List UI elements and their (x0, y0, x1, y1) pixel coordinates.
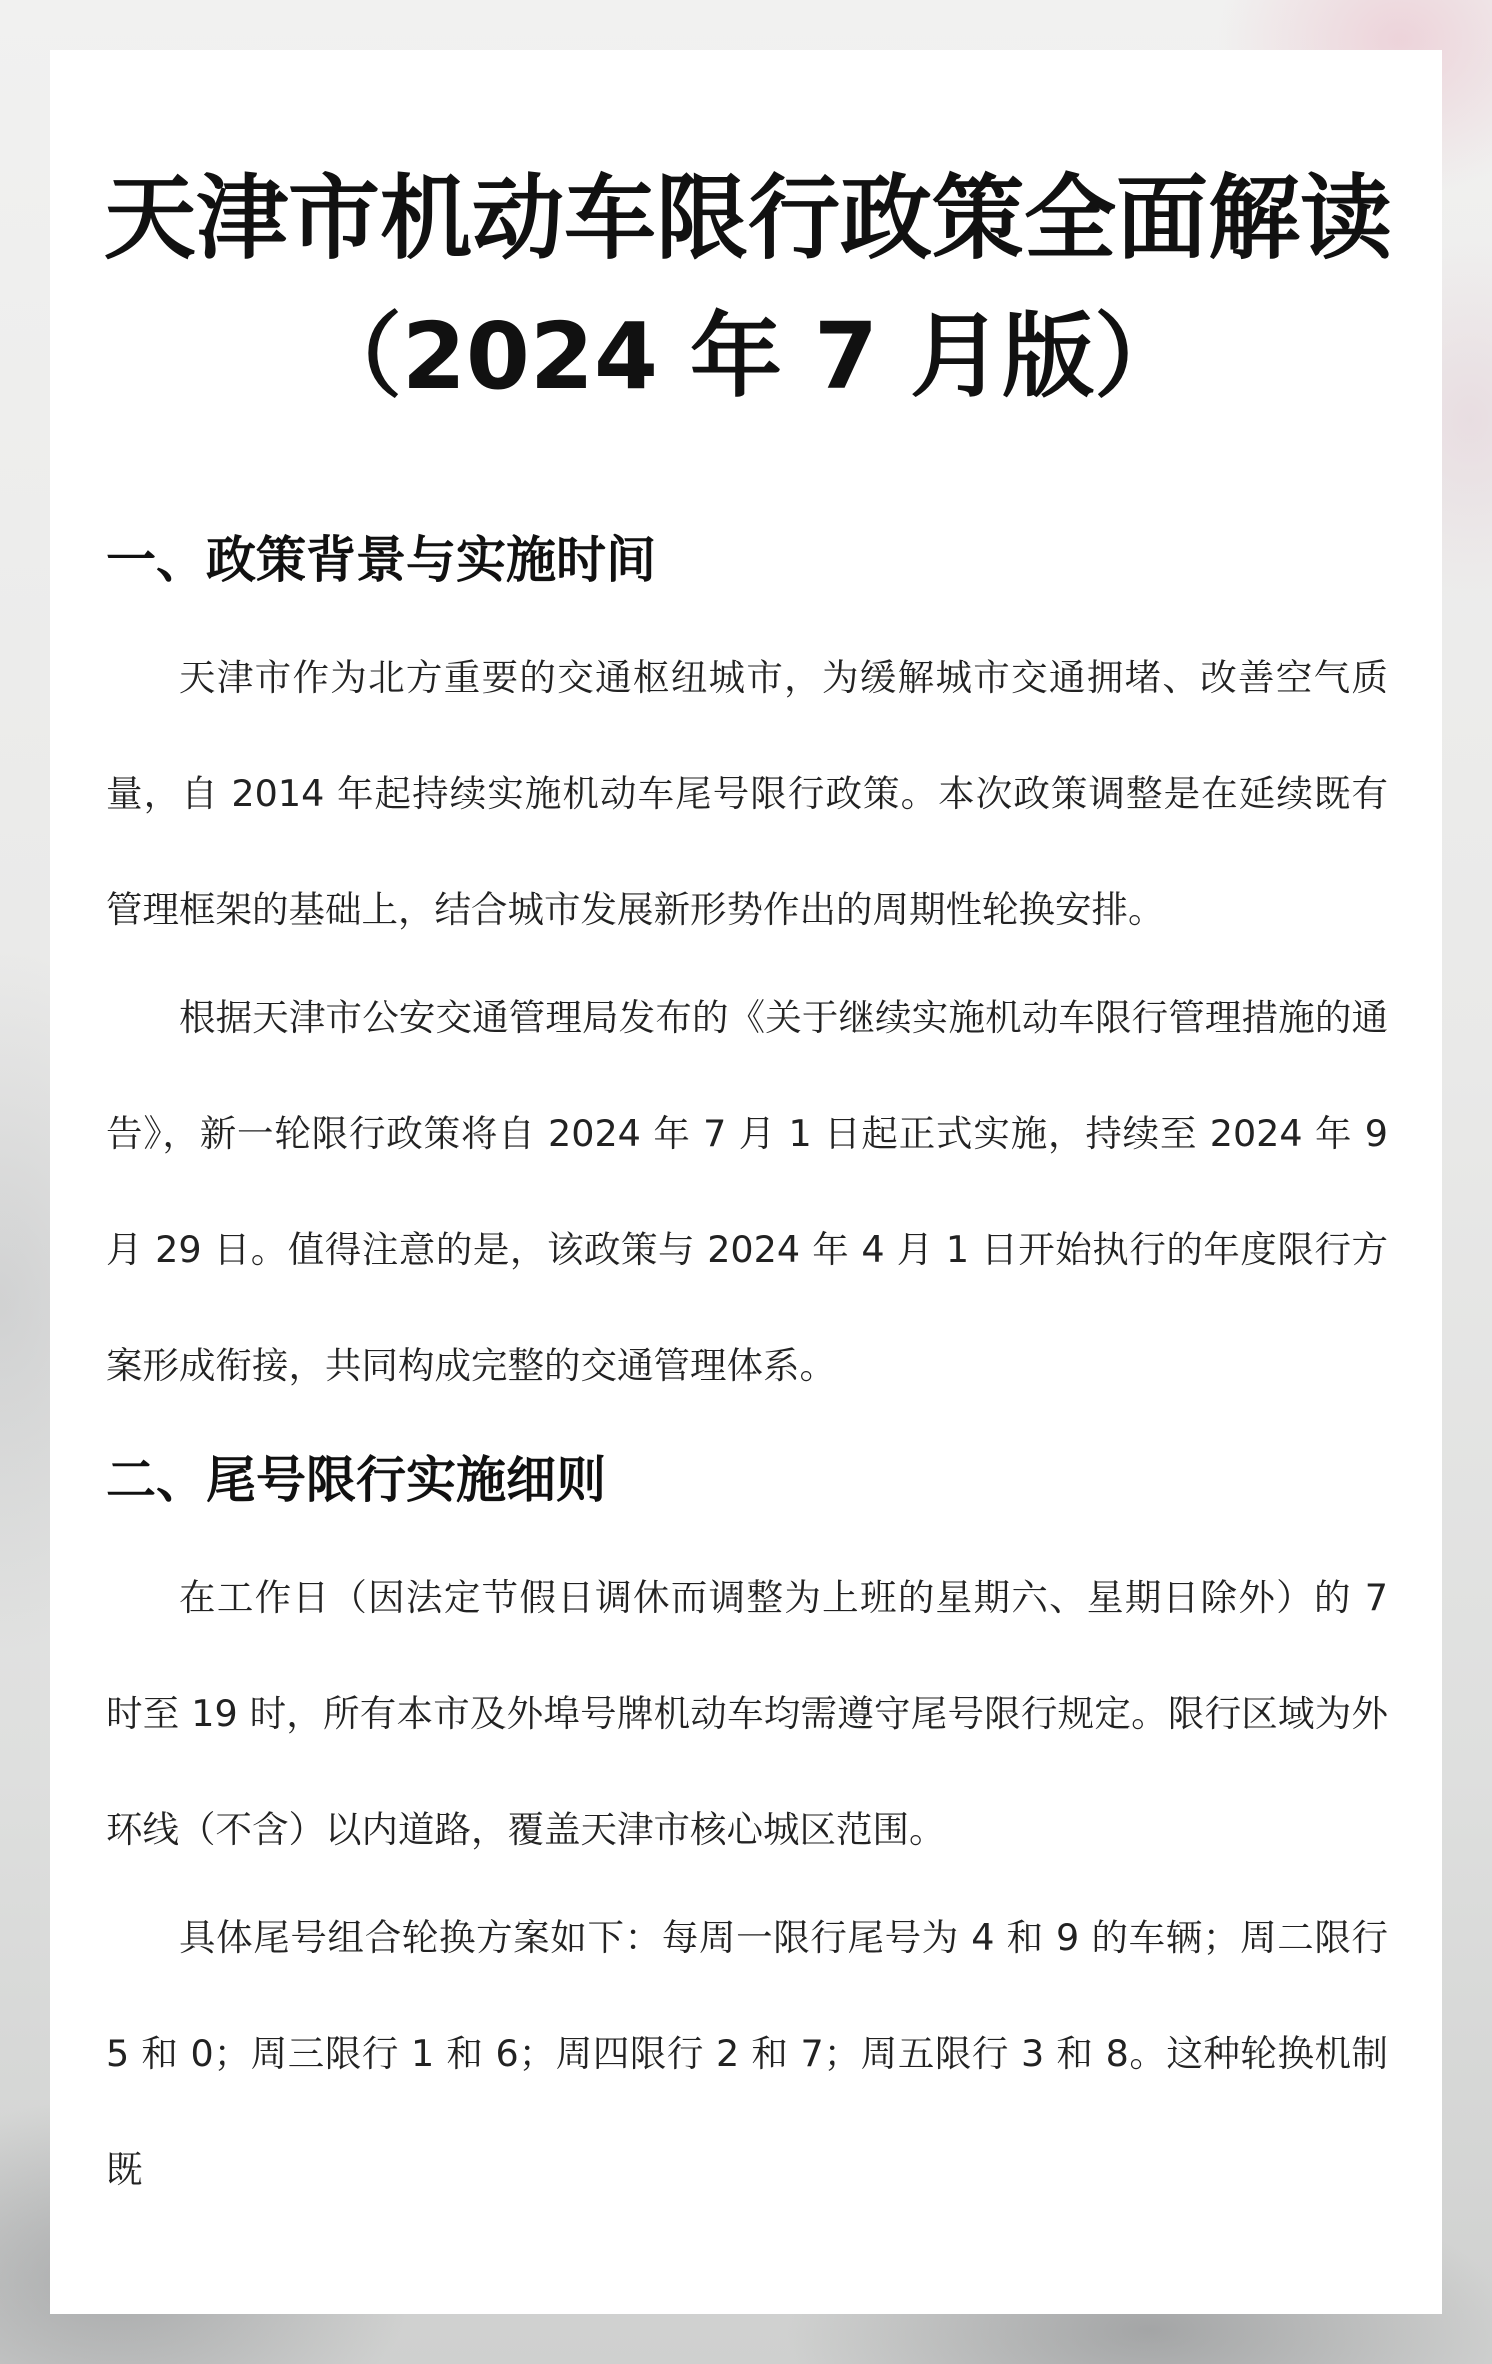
article-card (50, 50, 1442, 2314)
paragraph-rules-2: 具体尾号组合轮换方案如下：每周一限行尾号为 4 和 9 的车辆；周二限行 5 和 0；周三限行 1 和 6；周四限行 2 和 7；周五限行 3 和 8。这种轮换机制既 (106, 1916, 1388, 2191)
article-title: 天津市机动车限行政策全面解读（2024 年 7 月版） (103, 165, 1392, 410)
paragraph-background-1: 天津市作为北方重要的交通枢纽城市，为缓解城市交通拥堵、改善空气质量，自 2014 年起持续实施机动车尾号限行政策。本次政策调整是在延续既有管理框架的基础上，结合城市发展新形势作出的周期性轮换安排。 (106, 656, 1388, 931)
paragraph-background-2: 根据天津市公安交通管理局发布的《关于继续实施机动车限行管理措施的通告》，新一轮限行政策将自 2024 年 7 月 1 日起正式实施，持续至 2024 年 9 月 29 日。值得注意的是，该政策与 2024 年 4 月 1 日开始执行的年度限行方案形成衔接，共同构成完整的交通管理体系。 (106, 996, 1388, 1387)
section-heading-background: 一、政策背景与实施时间 (106, 531, 656, 589)
paragraph-rules-1: 在工作日（因法定节假日调休而调整为上班的星期六、星期日除外）的 7 时至 19 时，所有本市及外埠号牌机动车均需遵守尾号限行规定。限行区域为外环线（不含）以内道路，覆盖天津市核心城区范围。 (106, 1576, 1388, 1851)
section-heading-rules: 二、尾号限行实施细则 (106, 1451, 606, 1509)
